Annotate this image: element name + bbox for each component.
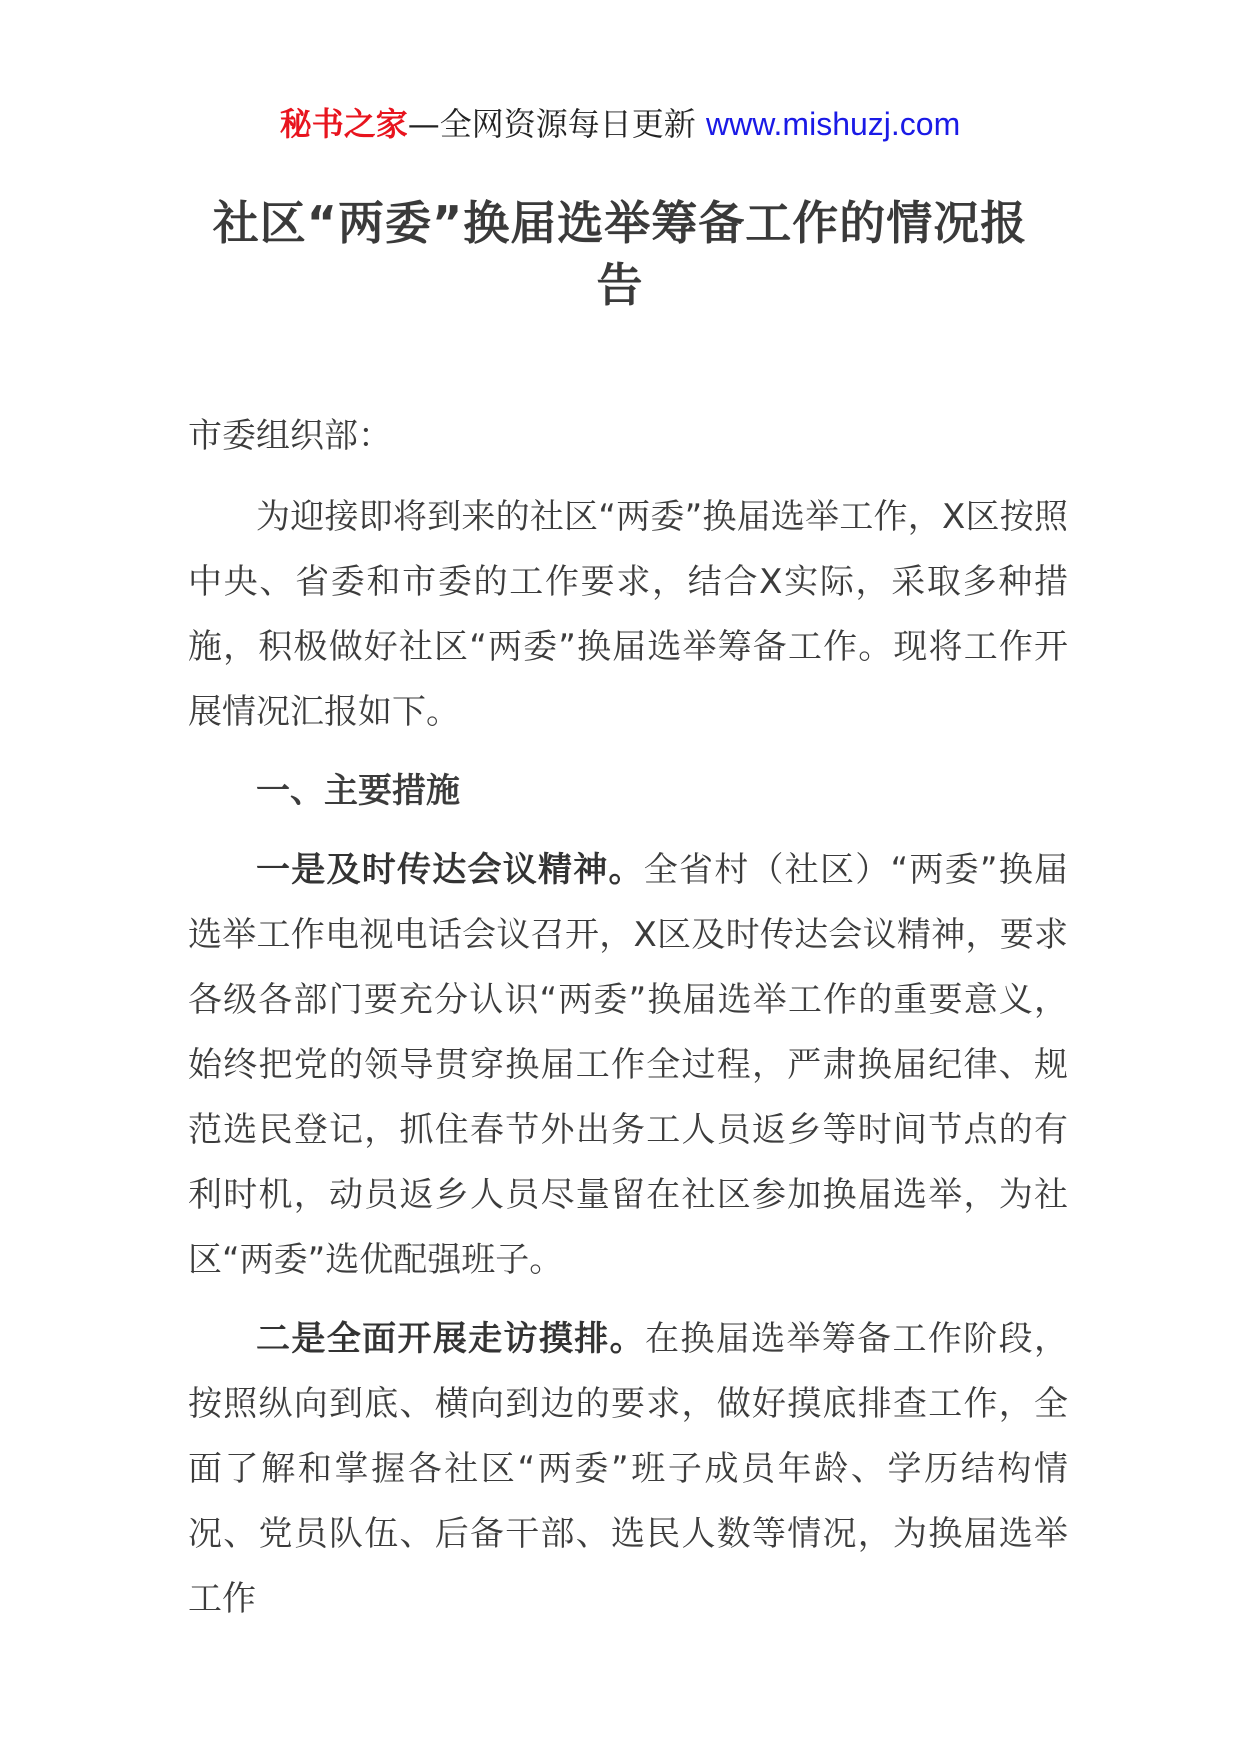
- measure-1-text: 全省村（社区）“两委”换届选举工作电视电话会议召开，X区及时传达会议精神，要求各级各部门要充分认识“两委”换届选举工作的重要意义，始终把党的领导贯穿换届工作全过程，严肃换届纪律、规范选民登记，抓住春节外出务工人员返乡等时间节点的有利时机，动员返乡人员尽量留在社区参加换届选举，为社区“两委”选优配强班子。: [188, 850, 1069, 1280]
- section-heading-main-measures: 一、主要措施: [256, 771, 460, 811]
- salutation: 市委组织部：: [188, 416, 392, 456]
- document-body: [188, 404, 1068, 1646]
- measure-2-text: 在换届选举筹备工作阶段，按照纵向到底、横向到边的要求，做好摸底排查工作，全面了解和掌握各社区“两委”班子成员年龄、学历结构情况、党员队伍、后备干部、选民人数等情况，为换届选举工作: [188, 1319, 1068, 1619]
- site-header: [0, 100, 1240, 148]
- measure-paragraph-2: [188, 1307, 1068, 1632]
- site-name: 秘书之家: [279, 105, 408, 143]
- measure-paragraph-1: [188, 838, 1068, 1293]
- site-slogan: —全网资源每日更新: [407, 105, 696, 143]
- intro-paragraph: 为迎接即将到来的社区“两委”换届选举工作，X区按照中央、省委和市委的工作要求，结合X实际，采取多种措施，积极做好社区“两委”换届选举筹备工作。现将工作开展情况汇报如下。: [188, 497, 1068, 732]
- document-title: 社区“两委”换届选举筹备工作的情况报告: [212, 196, 1028, 312]
- site-url-link[interactable]: www.mishuzj.com: [705, 106, 961, 142]
- measure-1-lead: 一是及时传达会议精神。: [256, 850, 644, 890]
- measure-2-lead: 二是全面开展走访摸排。: [256, 1319, 645, 1359]
